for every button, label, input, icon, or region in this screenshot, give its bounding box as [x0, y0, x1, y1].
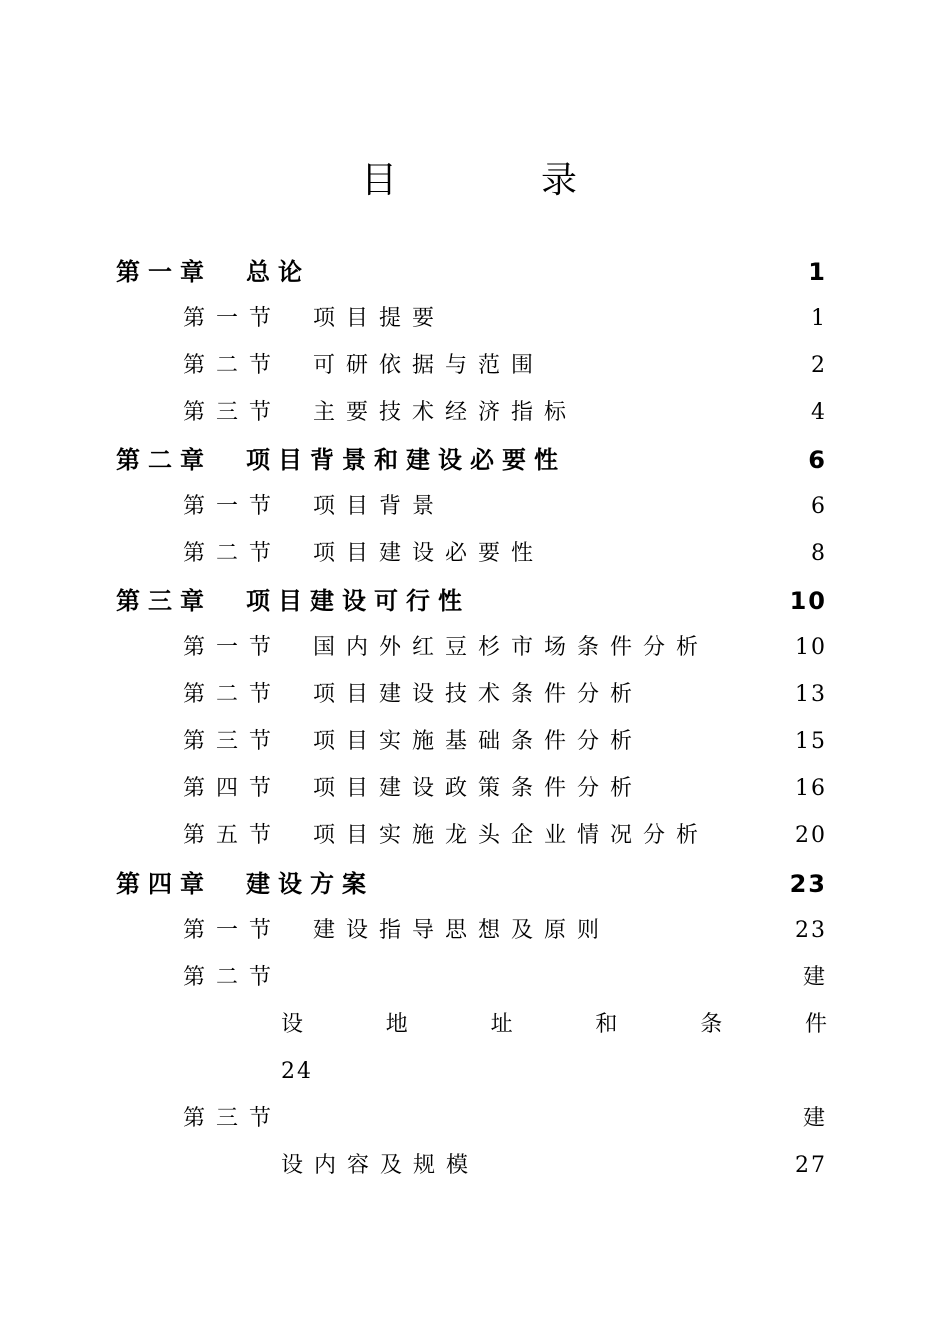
chapter-label: 第四章	[116, 870, 212, 898]
title-char: 条	[700, 1012, 723, 1037]
chapter-label: 第三章	[116, 587, 212, 615]
title-char: 和	[595, 1012, 618, 1037]
page-number: 4	[811, 400, 827, 425]
page-number: 27	[795, 1153, 827, 1178]
page-number: 10	[789, 587, 827, 615]
page-number: 1	[808, 258, 827, 286]
chapter-label: 第一章	[116, 258, 212, 286]
chapter-title: 项目背景和建设必要性	[246, 446, 566, 474]
toc-chapter-1[interactable]	[0, 255, 950, 289]
section-label: 第一节	[183, 635, 283, 660]
section-label: 第三节	[183, 729, 283, 754]
section-label: 第二节	[183, 541, 283, 566]
section-label: 第二节	[183, 353, 283, 378]
page-number: 20	[795, 823, 827, 848]
section-title: 国内外红豆杉市场条件分析	[313, 635, 710, 660]
toc-section-4-2[interactable]	[0, 961, 950, 995]
page-number: 13	[795, 682, 827, 707]
section-label: 第三节	[183, 400, 283, 425]
section-title: 主要技术经济指标	[313, 400, 578, 425]
title-char: 设	[281, 1012, 304, 1037]
toc-section-1-1[interactable]	[0, 302, 950, 336]
toc-section-4-3[interactable]	[0, 1102, 950, 1136]
section-title-first-char: 建	[802, 1106, 827, 1131]
chapter-label: 第二章	[116, 446, 212, 474]
toc-section-2-2[interactable]	[0, 537, 950, 571]
page-number: 2	[811, 353, 827, 378]
section-title: 项目建设政策条件分析	[313, 776, 644, 801]
page-number: 6	[811, 494, 827, 519]
section-title: 项目实施龙头企业情况分析	[313, 823, 710, 848]
section-title-first-char: 建	[802, 965, 827, 990]
section-label: 第一节	[183, 494, 283, 519]
toc-section-4-2-continued[interactable]	[0, 1008, 950, 1042]
toc-section-4-3-continued[interactable]	[0, 1149, 950, 1183]
title-char: 址	[490, 1012, 513, 1037]
page-number: 1	[811, 306, 827, 331]
toc-section-3-2[interactable]	[0, 678, 950, 712]
toc-chapter-3[interactable]	[0, 584, 950, 618]
section-title: 项目提要	[313, 306, 446, 331]
chapter-title: 总论	[246, 258, 310, 286]
toc-section-4-1[interactable]	[0, 914, 950, 948]
toc-title-right: 录	[541, 160, 578, 201]
title-char: 件	[804, 1012, 827, 1037]
page-number: 24	[281, 1059, 313, 1084]
section-label: 第一节	[183, 918, 283, 943]
toc-section-3-1[interactable]	[0, 631, 950, 665]
page-number: 23	[789, 870, 827, 898]
chapter-title: 项目建设可行性	[246, 587, 470, 615]
section-title-spread	[281, 1008, 827, 1042]
page-number: 6	[808, 446, 827, 474]
toc-section-1-2[interactable]	[0, 349, 950, 383]
section-title: 建设指导思想及原则	[313, 918, 611, 943]
section-title: 项目建设必要性	[313, 541, 545, 566]
toc-section-1-3[interactable]	[0, 396, 950, 430]
page-number: 15	[795, 729, 827, 754]
section-label: 第二节	[183, 965, 283, 990]
section-label: 第三节	[183, 1106, 283, 1131]
section-label: 第五节	[183, 823, 283, 848]
section-title: 项目实施基础条件分析	[313, 729, 644, 754]
title-char: 地	[385, 1012, 408, 1037]
toc-section-3-3[interactable]	[0, 725, 950, 759]
section-title-rest: 设内容及规模	[281, 1153, 480, 1178]
chapter-title: 建设方案	[246, 870, 374, 898]
toc-section-3-4[interactable]	[0, 772, 950, 806]
page-number: 10	[795, 635, 827, 660]
page-number: 23	[795, 918, 827, 943]
section-label: 第二节	[183, 682, 283, 707]
section-title: 项目建设技术条件分析	[313, 682, 644, 707]
toc-chapter-2[interactable]	[0, 443, 950, 477]
toc-title-left: 目	[361, 160, 398, 201]
section-label: 第四节	[183, 776, 283, 801]
section-title: 项目背景	[313, 494, 446, 519]
toc-section-2-1[interactable]	[0, 490, 950, 524]
toc-title	[0, 156, 950, 206]
toc-section-4-2-page-line[interactable]	[0, 1055, 950, 1089]
section-title: 可研依据与范围	[313, 353, 545, 378]
page-number: 16	[795, 776, 827, 801]
page-number: 8	[811, 541, 827, 566]
section-label: 第一节	[183, 306, 283, 331]
toc-section-3-5[interactable]	[0, 819, 950, 853]
toc-chapter-4[interactable]	[0, 867, 950, 901]
